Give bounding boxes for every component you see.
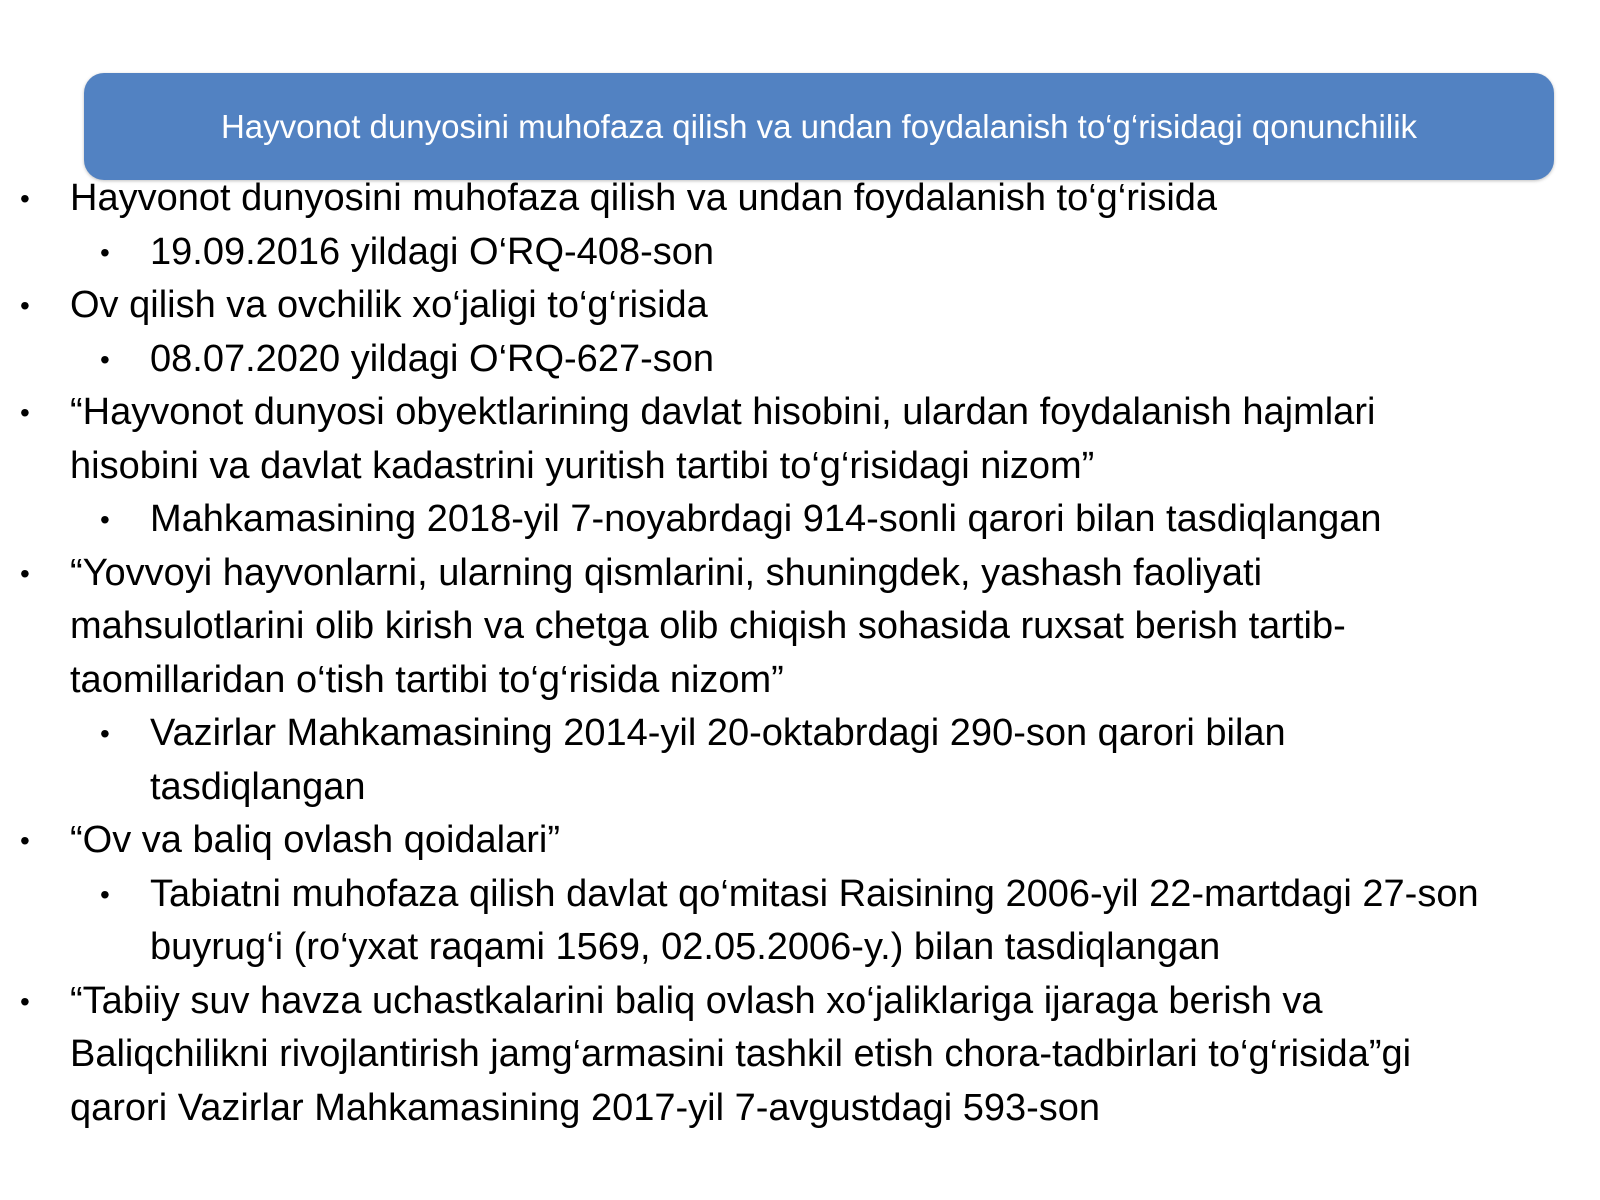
list-item [0, 279, 1600, 333]
list-item [0, 1028, 1600, 1082]
slide-title-box [84, 73, 1554, 180]
list-item-text: “Yovvoyi hayvonlarni, ularning qismlarini, shuningdek, yashash faoliyati [70, 551, 1263, 594]
sub-list-item [0, 761, 1600, 815]
bullet-icon: • [20, 825, 30, 856]
list-item-text: Hayvonot dunyosini muhofaza qilish va undan foydalanish to‘g‘risida [70, 177, 1218, 219]
list-item-text: Tabiatni muhofaza qilish davlat qo‘mitasi Raisining 2006-yil 22-martdagi 27-son [150, 872, 1479, 915]
bullet-icon: • [20, 290, 30, 321]
list-item [0, 814, 1600, 868]
sub-list-item [0, 493, 1600, 547]
list-item [0, 547, 1600, 601]
list-item-text: buyrug‘i (ro‘yxat raqami 1569, 02.05.2006-y.) bilan tasdiqlangan [150, 926, 1221, 968]
sub-list-item [0, 707, 1600, 761]
bullet-icon: • [100, 236, 110, 268]
sub-list-item [0, 333, 1600, 387]
bullet-icon: • [100, 878, 110, 910]
list-item [0, 172, 1600, 226]
list-item-text: Ov qilish va ovchilik xo‘jaligi to‘g‘risida [70, 284, 708, 326]
list-item-text: 08.07.2020 yildagi O‘RQ-627-son [150, 337, 715, 380]
sub-list-item [0, 226, 1600, 280]
list-item-text: “Ov va baliq ovlash qoidalari” [70, 819, 561, 861]
list-item [0, 440, 1600, 494]
sub-list-item [0, 921, 1600, 975]
bullet-list [0, 172, 1600, 1135]
list-item-text: 19.09.2016 yildagi O‘RQ-408-son [150, 230, 715, 273]
bullet-icon: • [100, 343, 110, 375]
list-item-text: “Hayvonot dunyosi obyektlarining davlat hisobini, ulardan foydalanish hajmlari [70, 391, 1376, 433]
bullet-icon: • [100, 718, 110, 749]
bullet-icon: • [20, 985, 30, 1017]
list-item [0, 386, 1600, 440]
list-item [0, 654, 1600, 708]
sub-list-item [0, 868, 1600, 922]
bullet-icon: • [20, 397, 30, 428]
list-item-text: Baliqchilikni rivojlantirish jamg‘armasini tashkil etish chora-tadbirlari to‘g‘risida”gi [70, 1033, 1412, 1075]
slide-title: Hayvonot dunyosini muhofaza qilish va undan foydalanish to‘g‘risidagi qonunchilik [220, 107, 1418, 145]
bullet-icon: • [100, 504, 110, 535]
list-item-text: mahsulotlarini olib kirish va chetga olib chiqish sohasida ruxsat berish tartib- [70, 605, 1346, 647]
list-item-text: Vazirlar Mahkamasining 2014-yil 20-oktabrdagi 290-son qarori bilan [150, 712, 1286, 754]
bullet-icon: • [20, 183, 30, 214]
list-item [0, 600, 1600, 654]
list-item [0, 1082, 1600, 1136]
list-item-text: “Tabiiy suv havza uchastkalarini baliq ovlash xo‘jaliklariga ijaraga berish va [70, 979, 1323, 1022]
bullet-icon: • [20, 557, 30, 589]
list-item-text: tasdiqlangan [150, 765, 366, 808]
list-item-text: qarori Vazirlar Mahkamasining 2017-yil 7-avgustdagi 593-son [70, 1086, 1101, 1129]
list-item-text: hisobini va davlat kadastrini yuritish tartibi to‘g‘risidagi nizom” [70, 444, 1095, 487]
list-item [0, 975, 1600, 1029]
list-item-text: Mahkamasining 2018-yil 7-noyabrdagi 914-sonli qarori bilan tasdiqlangan [150, 498, 1382, 540]
list-item-text: taomillaridan o‘tish tartibi to‘g‘risida nizom” [70, 658, 784, 701]
